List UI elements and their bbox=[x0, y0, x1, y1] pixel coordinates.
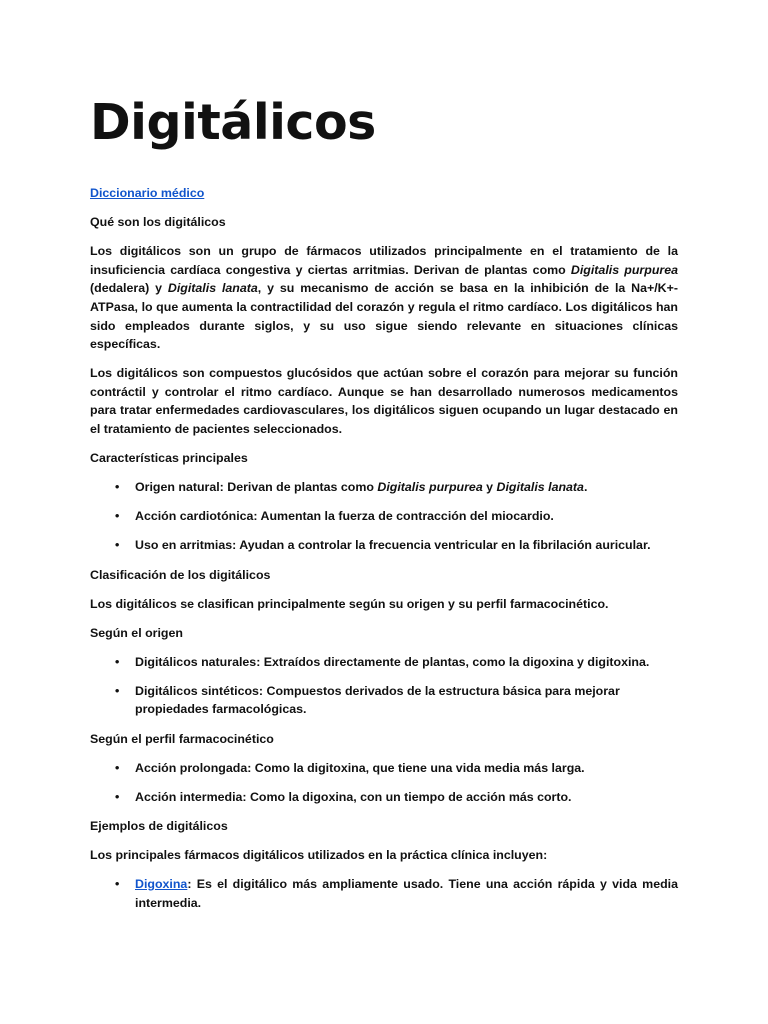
pk-text: Acción intermedia: Como la digoxina, con un tiempo de acción más corto. bbox=[135, 789, 572, 804]
list-item bbox=[90, 478, 678, 497]
list-item bbox=[90, 653, 678, 672]
bullet-icon: • bbox=[115, 654, 120, 669]
second-paragraph: Los digitálicos son compuestos glucósidos que actúan sobre el corazón para mejorar su función contráctil y controlar el ritmo cardíaco. Aunque se han desarrollado numerosos medicamentos para tratar enfermedades cardiovasculares, los digitálicos siguen ocupando un lugar destacado en el tratamiento de pacientes seleccionados. bbox=[90, 366, 678, 437]
feature-text: Uso en arritmias: Ayudan a controlar la frecuencia ventricular en la fibrilación auricular. bbox=[135, 538, 651, 553]
section-heading-what: Qué son los digitálicos bbox=[90, 215, 226, 230]
subheading-pharmacokinetic: Según el perfil farmacocinético bbox=[90, 731, 274, 746]
list-item bbox=[90, 682, 678, 719]
feature-text: Acción cardiotónica: Aumentan la fuerza de contracción del miocardio. bbox=[135, 509, 554, 524]
subheading-origin: Según el origen bbox=[90, 625, 183, 640]
dictionary-link[interactable]: Diccionario médico bbox=[90, 186, 205, 200]
origin-list bbox=[90, 653, 678, 719]
feature-species: Digitalis purpurea bbox=[377, 480, 483, 495]
origin-text: Digitálicos naturales: Extraídos directamente de plantas, como la digoxina y digitoxina. bbox=[135, 654, 650, 669]
section-heading-features: Características principales bbox=[90, 451, 248, 466]
intro-text-1: Los digitálicos son un grupo de fármacos utilizados principalmente en el tratamiento de la insuficiencia cardíaca congestiva y ciertas arritmias. Derivan de plantas como bbox=[90, 244, 678, 277]
intro-species-2: Digitalis lanata bbox=[167, 281, 258, 296]
bullet-icon: • bbox=[115, 683, 120, 698]
bullet-icon: • bbox=[115, 509, 120, 524]
examples-paragraph: Los principales fármacos digitálicos utilizados en la práctica clínica incluyen: bbox=[90, 847, 548, 862]
list-item bbox=[90, 507, 678, 526]
bullet-icon: • bbox=[115, 760, 120, 775]
bullet-icon: • bbox=[115, 480, 120, 495]
examples-list bbox=[90, 875, 678, 912]
origin-text: Digitálicos sintéticos: Compuestos derivados de la estructura básica para mejorar propiedades farmacológicas. bbox=[135, 683, 620, 717]
intro-text-2: (dedalera) y bbox=[90, 281, 168, 296]
bullet-icon: • bbox=[115, 789, 120, 804]
classification-paragraph: Los digitálicos se clasifican principalmente según su origen y su perfil farmacocinético. bbox=[90, 596, 609, 611]
list-item bbox=[90, 875, 678, 912]
pharmacokinetic-list bbox=[90, 759, 678, 807]
list-item bbox=[90, 536, 678, 555]
document-content bbox=[90, 184, 678, 923]
page-title: Digitálicos bbox=[90, 94, 376, 151]
intro-text-3: , y su mecanismo de acción se basa en la inhibición de la Na+/K+-ATPasa, lo que aumenta la contractilidad del corazón y regula el ritmo cardíaco. Los digitálicos han sido empleados durante siglos, y su uso sigue siendo relevante en situaciones clínicas específicas. bbox=[90, 281, 678, 352]
dictionary-link-paragraph bbox=[90, 184, 678, 203]
feature-text: y bbox=[482, 480, 497, 495]
feature-species: Digitalis lanata bbox=[496, 480, 584, 495]
features-list bbox=[90, 478, 678, 555]
example-text: : Es el digitálico más ampliamente usado. Tiene una acción rápida y vida media intermedia. bbox=[135, 877, 678, 910]
feature-text: Origen natural: Derivan de plantas como bbox=[135, 480, 378, 495]
digoxina-link[interactable]: Digoxina bbox=[135, 877, 188, 892]
intro-paragraph bbox=[90, 242, 678, 354]
list-item bbox=[90, 788, 678, 807]
bullet-icon: • bbox=[115, 877, 120, 892]
bullet-icon: • bbox=[115, 538, 120, 553]
feature-text: . bbox=[583, 480, 588, 495]
intro-species-1: Digitalis purpurea bbox=[570, 262, 678, 277]
section-heading-examples: Ejemplos de digitálicos bbox=[90, 818, 228, 833]
list-item bbox=[90, 759, 678, 778]
pk-text: Acción prolongada: Como la digitoxina, que tiene una vida media más larga. bbox=[135, 760, 585, 775]
section-heading-classification: Clasificación de los digitálicos bbox=[90, 567, 271, 582]
